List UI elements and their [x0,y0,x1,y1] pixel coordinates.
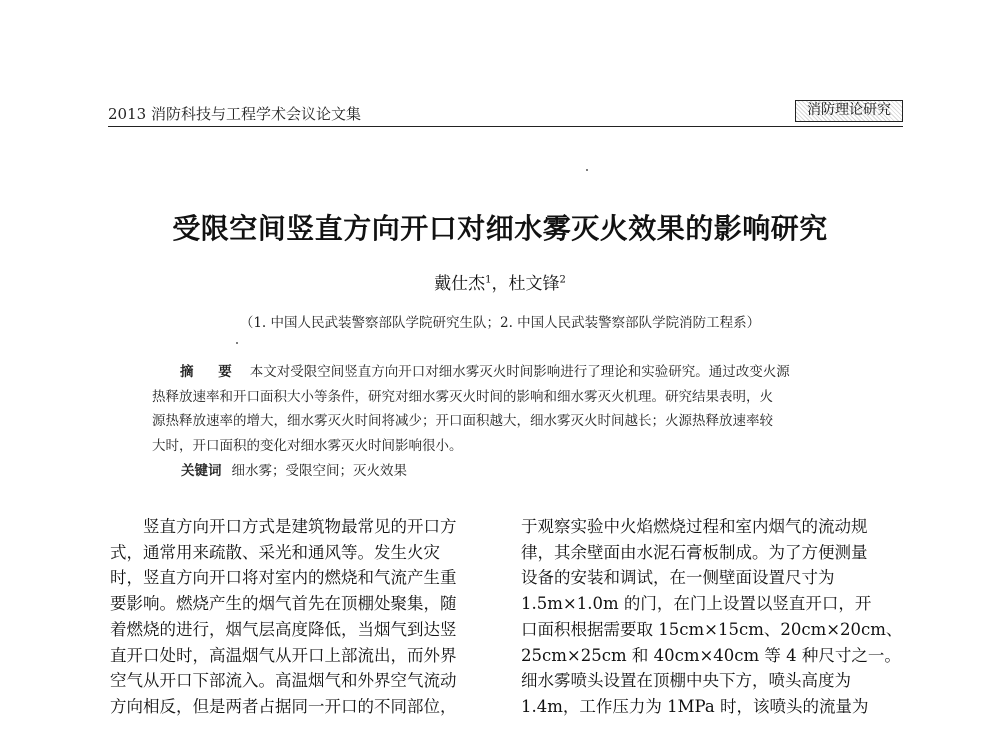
body-line: 律，其余壁面由水泥石膏板制成。为了方便测量 [521,542,868,562]
abstract-label: 摘 要 [180,364,242,380]
scan-speck [586,169,588,171]
body-line: 空气从开口下部流入。高温烟气和外界空气流动 [110,671,457,691]
author-1: 戴仕杰 [434,274,486,294]
abstract [152,360,864,458]
header-section-label: 消防理论研究 [795,100,903,122]
abstract-line: 大时，开口面积的变化对细水雾灭火时间影响很小。 [152,437,463,454]
author-2: 杜文锋 [508,274,560,294]
body-line: 要影响。燃烧产生的烟气首先在顶棚处聚集，随 [110,594,457,614]
header-proceedings-title: 2013 消防科技与工程学术会议论文集 [108,105,361,123]
body-line: 于观察实验中火焰燃烧过程和室内烟气的流动规 [521,517,868,536]
body-line: 1.5m×1.0m 的门，在门上设置以竖直开口，开 [521,594,872,614]
scan-speck [236,342,238,344]
author-separator: ， [491,274,509,294]
author-line [0,269,1000,294]
keywords [181,459,407,479]
body-line: 着燃烧的进行，烟气层高度降低，当烟气到达竖 [110,619,457,639]
affiliations: （1. 中国人民武装警察部队学院研究生队；2. 中国人民武装警察部队学院消防工程系） [239,315,761,331]
abstract-line: 热释放速率和开口面积大小等条件，研究对细水雾灭火时间的影响和细水雾灭火机理。研究结果表明，火 [152,388,773,405]
running-header [108,100,903,124]
body-line: 25cm×25cm 和 40cm×40cm 等 4 种尺寸之一。 [521,645,901,665]
abstract-line [152,360,864,385]
body-line: 直开口处时，高温烟气从开口上部流出，而外界 [110,645,457,665]
keywords-label: 关键词 [181,463,222,479]
header-divider [108,126,903,127]
body-line: 竖直方向开口方式是建筑物最常见的开口方 [110,517,457,536]
body-line: 设备的安装和调试，在一侧壁面设置尺寸为 [521,568,835,588]
paper-title: 受限空间竖直方向开口对细水雾灭火效果的影响研究 [172,212,828,245]
body-line: 时，竖直方向开口将对室内的燃烧和气流产生重 [110,568,457,588]
abstract-text: 本文对受限空间竖直方向开口对细水雾灭火时间影响进行了理论和实验研究。通过改变火源 [249,364,790,380]
abstract-line: 源热释放速率的增大，细水雾灭火时间将减少；开口面积越大，细水雾灭火时间越长；火源热释放速率较 [152,413,773,429]
body-line: 式，通常用来疏散、采光和通风等。发生火灾 [110,542,440,562]
author-1-affiliation-mark: 1 [485,274,492,286]
keywords-text: 细水雾；受限空间；灭火效果 [231,463,407,479]
author-2-affiliation-mark: 2 [559,274,566,286]
body-line: 口面积根据需要取 15cm×15cm、20cm×20cm、 [521,619,903,639]
body-column-left [110,514,494,720]
body-line: 细水雾喷头设置在顶棚中央下方，喷头高度为 [521,671,851,691]
body-line: 1.4m，工作压力为 1MPa 时，该喷头的流量为 [521,696,869,716]
body-column-right [521,514,907,720]
body-line: 方向相反，但是两者占据同一开口的不同部位， [110,696,457,716]
